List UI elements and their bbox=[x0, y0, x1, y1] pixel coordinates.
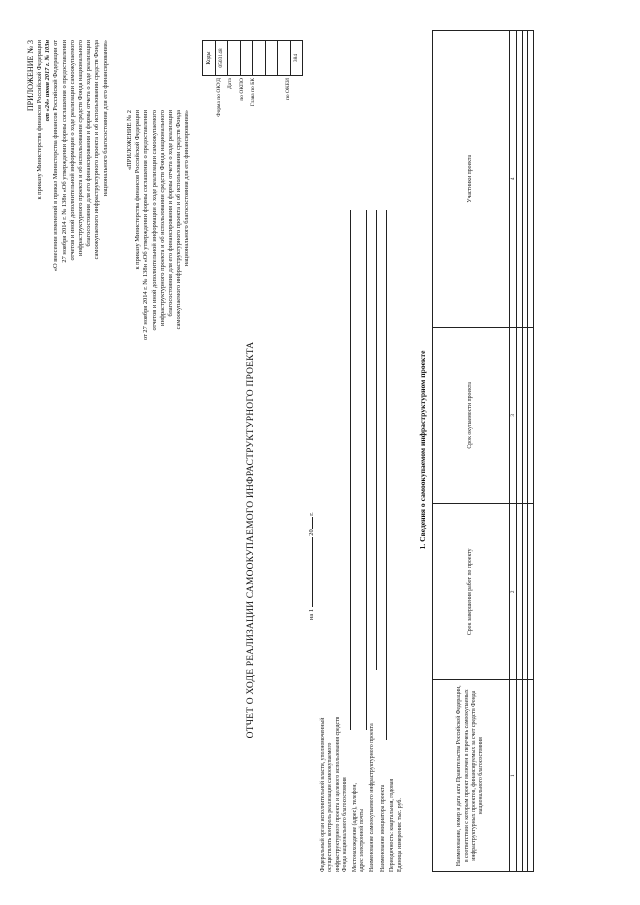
appendix3-line9: национального благосостояния для его финансирования» bbox=[101, 40, 109, 197]
col3-number: 3 bbox=[510, 327, 517, 504]
appendix2-line3: отчетов и иной дополнительной информации о ходе реализации самоокупаемого bbox=[150, 110, 158, 331]
col2-header: Срок завершения работ по проекту bbox=[433, 504, 510, 680]
report-date-line bbox=[306, 420, 316, 620]
report-title: ОТЧЕТ О ХОДЕ РЕАЛИЗАЦИИ САМООКУПАЕМОГО ИНФРАСТРУКТУРНОГО ПРОЕКТА bbox=[246, 341, 256, 739]
line-address bbox=[366, 210, 367, 730]
blank-code-2 bbox=[278, 41, 291, 76]
field-authority-line4: Фонда национального благосостояния bbox=[342, 777, 349, 872]
okud-label: Форма по ОКУД bbox=[215, 78, 222, 117]
okpo-value bbox=[240, 41, 253, 76]
line-authority bbox=[350, 210, 351, 730]
field-initiator: Наименование инициатора проекта bbox=[379, 784, 386, 872]
col1-number: 1 bbox=[510, 680, 517, 872]
bk-label: Глава по БК bbox=[250, 78, 256, 107]
line-project bbox=[376, 210, 377, 670]
section1-title: 1. Сведения о самоокупаемом инфраструктурном проекте bbox=[418, 350, 427, 550]
col2-number: 2 bbox=[510, 504, 517, 680]
date-year: 20 bbox=[308, 529, 315, 536]
date-blank bbox=[306, 537, 313, 607]
okpo-label: по ОКПО bbox=[238, 78, 245, 101]
codes-table bbox=[202, 40, 303, 76]
appendix3-line8: самоокупаемого инфраструктурного проекта и об использовании средств Фонда bbox=[93, 40, 101, 260]
appendix3-line6: инфраструктурного проекта и об использовании средств Фонда национального bbox=[77, 40, 85, 256]
field-address-line2: адрес электронной почты bbox=[359, 809, 366, 872]
appendix2-title: «ПРИЛОЖЕНИЕ № 2 bbox=[126, 110, 133, 171]
field-authority-line2: осуществлять контроль реализации самоокупаемого bbox=[327, 742, 334, 872]
appendix3-title: ПРИЛОЖЕНИЕ № 3 bbox=[26, 40, 35, 112]
field-authority: Федеральный орган исполнительной власти, уполномоченный bbox=[320, 717, 326, 872]
table-row bbox=[528, 31, 534, 872]
col3-header: Срок окупаемости проекта bbox=[433, 327, 510, 504]
field-periodicity: Периодичность: квартальная, годовая bbox=[389, 778, 396, 872]
appendix3-line3: «О внесении изменений в приказ Министерства финансов Российской Федерации от bbox=[52, 40, 60, 272]
appendix2-line4: инфраструктурного проекта и об использовании средств Фонда национального bbox=[158, 110, 166, 326]
field-address: Местонахождение (адрес), телефон, bbox=[351, 783, 358, 872]
okud-value: 0503148 bbox=[215, 41, 228, 76]
appendix2-block bbox=[126, 110, 192, 530]
appendix2-line6: самоокупаемого инфраструктурного проекта и об использовании средств Фонда bbox=[175, 110, 183, 330]
date-prefix: на 1 bbox=[308, 608, 315, 620]
date-value bbox=[228, 41, 241, 76]
field-project-name: Наименование самоокупаемого инфраструктурного проекта bbox=[369, 723, 376, 872]
date-suffix: г. bbox=[308, 512, 315, 516]
okei-label: по ОКЕИ bbox=[284, 78, 291, 101]
bk-value bbox=[253, 41, 266, 76]
document-sheet bbox=[20, 20, 620, 880]
appendix2-line7: национального благосостояния для его финансирования» bbox=[183, 110, 191, 267]
date-label: Дата bbox=[227, 78, 233, 89]
appendix3-line5: отчетов и иной дополнительной информации о ходе реализации самоокупаемого bbox=[68, 40, 76, 261]
blank-code-1 bbox=[265, 41, 278, 76]
line-initiator bbox=[386, 210, 387, 740]
appendix3-line2: от «24» июня 2017 г. № 103н bbox=[44, 40, 52, 122]
appendix2-line5: благосостояния для его финансирования и формы отчета о ходе реализации bbox=[167, 110, 175, 317]
col4-header: Участники проекта bbox=[433, 31, 510, 328]
col1-header: Наименование, номер и дата акта Правительства Российской Федерации, в соответствии с которым проект включен в перечень самоокупаемых инфраструктурных проектов, финансируемых за счет средств Фонда национального благосостояния bbox=[433, 680, 510, 872]
col4-number: 4 bbox=[510, 31, 517, 328]
section1-number-row bbox=[510, 31, 517, 872]
appendix2-line2: от 27 ноября 2014 г. № 138н «Об утверждении формы соглашения о предоставлении bbox=[142, 110, 150, 341]
field-unit: Единица измерения: тыс. руб. bbox=[396, 798, 403, 872]
appendix3-block bbox=[26, 40, 110, 520]
appendix2-line1: к приказу Министерства финансов Российской Федерации bbox=[134, 110, 142, 270]
codes-header: Коды bbox=[203, 41, 216, 76]
appendix3-line7: благосостояния для его финансирования и формы отчета о ходе реализации bbox=[85, 40, 93, 247]
fields-block bbox=[320, 642, 404, 872]
appendix3-line4: 27 ноября 2014 г. № 138н «Об утверждении формы соглашения о предоставлении bbox=[60, 40, 68, 263]
appendix3-line1: к приказу Министерства финансов Российской Федерации bbox=[36, 40, 43, 200]
okei-value: 384 bbox=[290, 41, 303, 76]
field-authority-line3: инфраструктурного проекта и целевого использования средств bbox=[334, 716, 341, 872]
section1-header-row bbox=[433, 31, 510, 872]
section1-table bbox=[432, 30, 534, 872]
